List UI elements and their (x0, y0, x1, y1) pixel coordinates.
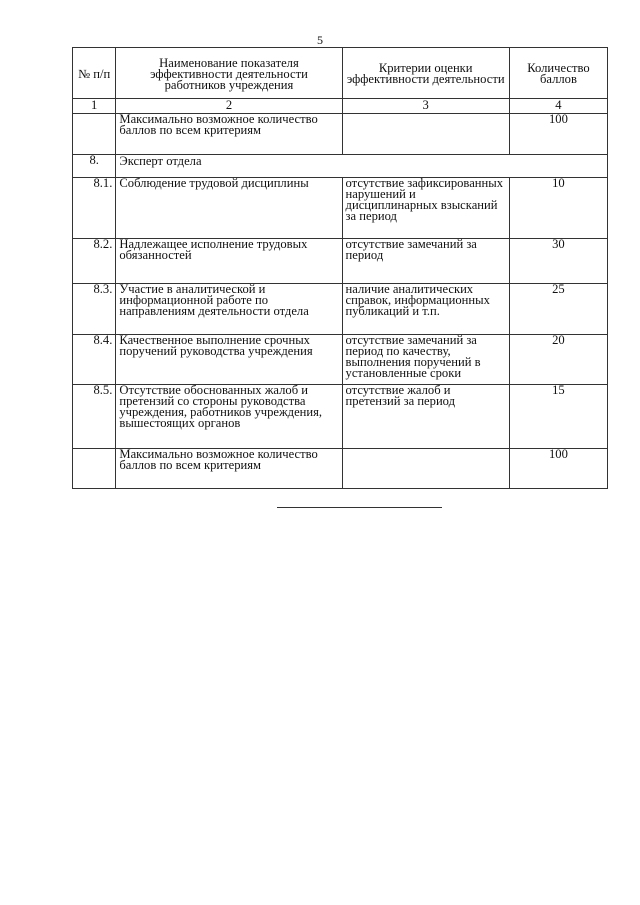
row-score: 10 (509, 178, 607, 239)
row-criteria: отсутствие замечаний за период по качеству, выполнения поручений в установленные сроки (342, 335, 509, 385)
column-number-row (73, 99, 608, 114)
table-row-total (73, 114, 608, 155)
row-criteria: наличие аналитических справок, информационных публикаций и т.п. (342, 284, 509, 335)
row-score: 25 (509, 284, 607, 335)
column-number: 1 (73, 99, 116, 114)
section-title: Эксперт отдела (116, 155, 608, 178)
row-name: Отсутствие обоснованных жалоб и претензий со стороны руководства учреждения, работников учреждения, вышестоящих органов (116, 385, 342, 449)
row-score: 100 (509, 114, 607, 155)
table-row (73, 178, 608, 239)
row-criteria: отсутствие жалоб и претензий за период (342, 385, 509, 449)
row-num: 8.4. (73, 335, 116, 385)
table-row (73, 385, 608, 449)
closing-rule (277, 507, 442, 508)
table-row (73, 335, 608, 385)
row-criteria (342, 114, 509, 155)
row-name: Качественное выполнение срочных поручений руководства учреждения (116, 335, 342, 385)
row-num: 8.3. (73, 284, 116, 335)
page-number: 5 (317, 33, 323, 47)
header-num: № п/п (73, 48, 116, 99)
table-row (73, 239, 608, 284)
row-name: Надлежащее исполнение трудовых обязанностей (116, 239, 342, 284)
column-number: 3 (342, 99, 509, 114)
row-num: 8.1. (73, 178, 116, 239)
row-num: 8.5. (73, 385, 116, 449)
table-header-row (73, 48, 608, 99)
row-criteria: отсутствие замечаний за период (342, 239, 509, 284)
row-name: Участие в аналитической и информационной работе по направлениям деятельности отдела (116, 284, 342, 335)
table-row-total (73, 449, 608, 489)
table-row (73, 284, 608, 335)
row-score: 30 (509, 239, 607, 284)
row-num: 8.2. (73, 239, 116, 284)
criteria-table (72, 47, 608, 489)
row-name: Максимально возможное количество баллов по всем критериям (116, 114, 342, 155)
header-criteria: Критерии оценки эффективности деятельности (342, 48, 509, 99)
row-name: Соблюдение трудовой дисциплины (116, 178, 342, 239)
row-score: 100 (509, 449, 607, 489)
header-name: Наименование показателя эффективности деятельности работников учреждения (116, 48, 342, 99)
column-number: 4 (509, 99, 607, 114)
section-num: 8. (73, 155, 116, 178)
column-number: 2 (116, 99, 342, 114)
header-score: Количество баллов (509, 48, 607, 99)
row-num (73, 114, 116, 155)
table-row-section (73, 155, 608, 178)
row-criteria (342, 449, 509, 489)
row-score: 15 (509, 385, 607, 449)
row-name: Максимально возможное количество баллов по всем критериям (116, 449, 342, 489)
row-score: 20 (509, 335, 607, 385)
row-criteria: отсутствие зафиксированных нарушений и дисциплинарных взысканий за период (342, 178, 509, 239)
row-num (73, 449, 116, 489)
